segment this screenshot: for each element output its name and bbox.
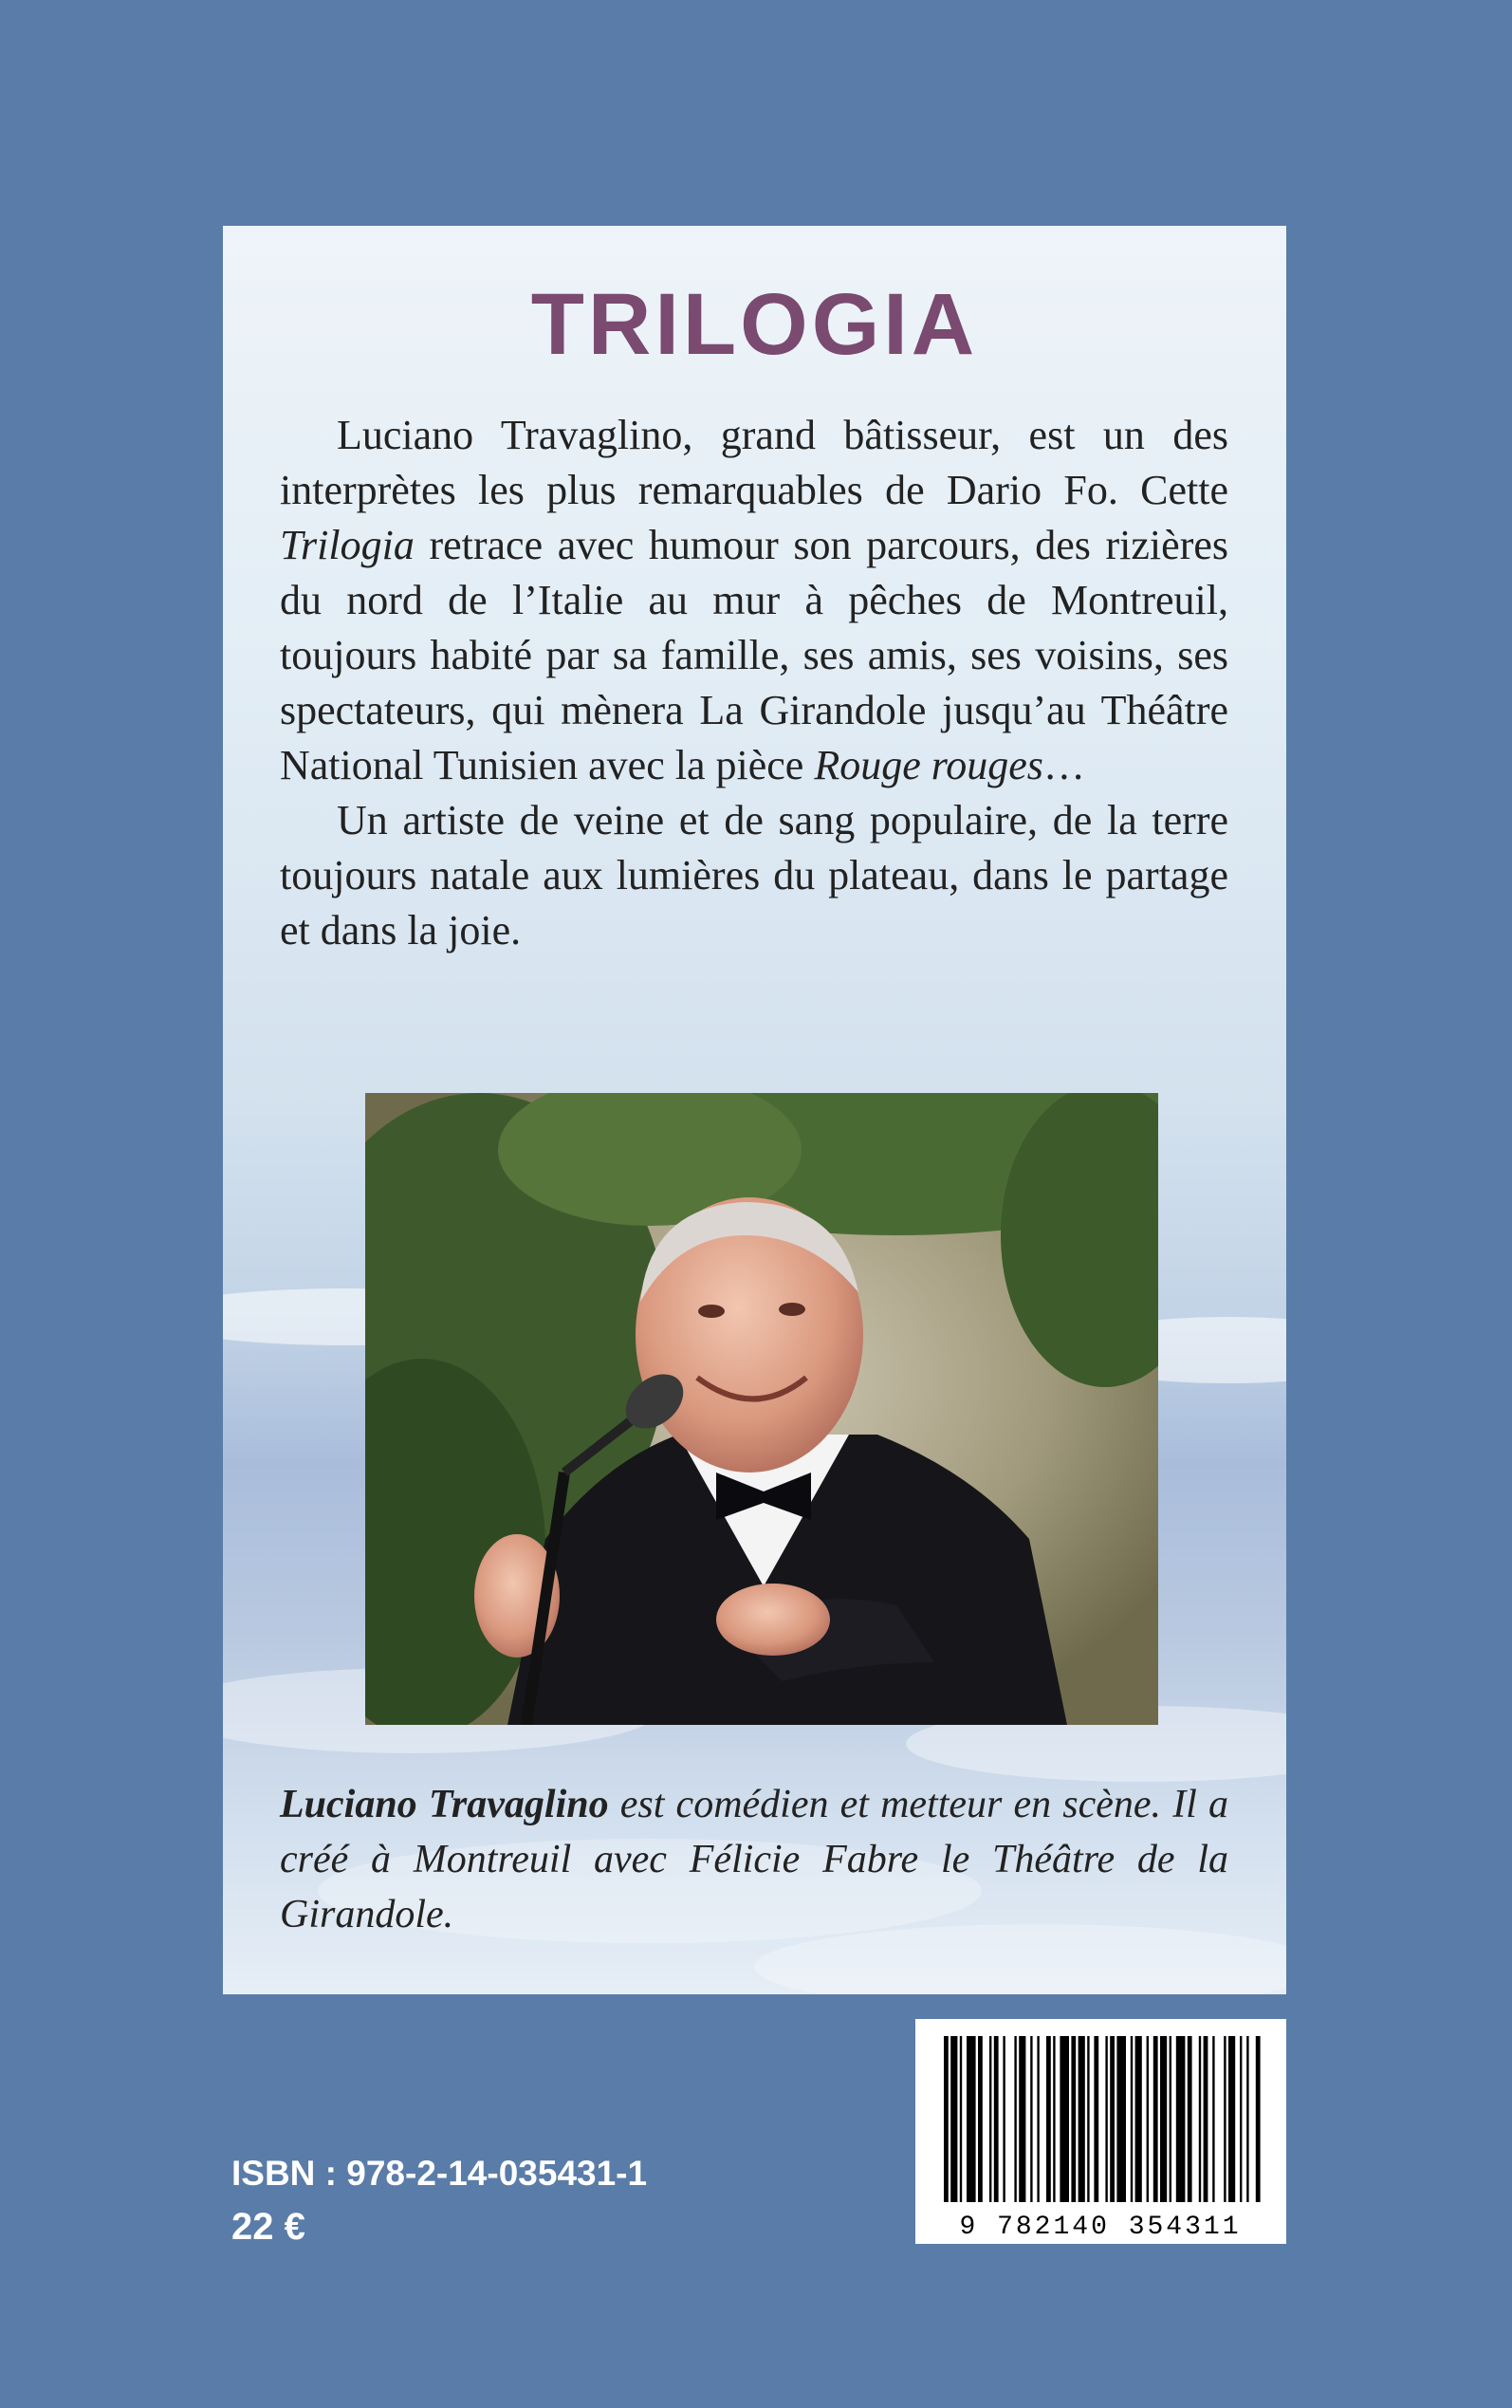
back-cover-panel: [223, 226, 1286, 1994]
author-bio: est comédien et metteur en scène. Il a créé à Montreuil avec Félicie Fabre le Théâtre de la Girandole.: [280, 1783, 1228, 1936]
blurb-paragraph-2: Un artiste de veine et de sang populaire, de la terre toujours natale aux lumières du plateau, dans le partage et dans la joie.: [280, 797, 1228, 954]
author-photo: [365, 1093, 1158, 1725]
barcode-bar: [1204, 2036, 1208, 2202]
barcode-bar: [1212, 2036, 1214, 2202]
author-caption: [280, 1777, 1228, 1942]
barcode-bar: [1014, 2036, 1016, 2202]
barcode-bar: [1071, 2036, 1076, 2202]
barcode-bar: [1160, 2036, 1167, 2202]
barcode-bar: [967, 2036, 976, 2202]
barcode-bar: [1110, 2036, 1115, 2202]
barcode: [915, 2019, 1286, 2244]
barcode-bar: [1037, 2036, 1039, 2202]
barcode-bar: [1240, 2036, 1242, 2202]
price: 22 €: [231, 2206, 305, 2248]
barcode-digits: 9 782140 354311: [959, 2213, 1242, 2242]
blurb-text: retrace avec humour son parcours, des rizières du nord de l’Italie au mur à pêches de Montreuil, toujours habité par sa famille, ses amis, ses voisins, ses spectateurs, qui mènera La Girandole jusqu’au Théâtre National Tunisien avec la pièce: [280, 522, 1228, 788]
barcode-bar: [1060, 2036, 1069, 2202]
barcode-graphic: [915, 2019, 1286, 2244]
blurb-text: Luciano Travaglino, grand bâtisseur, est un des interprètes les plus remarquables de Dario Fo. Cette: [280, 412, 1228, 513]
barcode-bar: [1199, 2036, 1201, 2202]
barcode-bar: [1256, 2036, 1261, 2202]
book-blurb: [280, 408, 1228, 958]
barcode-bar: [950, 2036, 957, 2202]
barcode-bar: [978, 2036, 983, 2202]
barcode-bar: [960, 2036, 962, 2202]
barcode-bar: [1116, 2036, 1126, 2202]
barcode-bar: [1228, 2036, 1235, 2202]
author-photo-illustration: [365, 1093, 1158, 1725]
barcode-bar: [944, 2036, 949, 2202]
barcode-bar: [1153, 2036, 1158, 2202]
barcode-bars: [944, 2036, 1261, 2202]
book-title: TRILOGIA: [530, 276, 979, 373]
blurb-text: …: [1042, 742, 1085, 788]
barcode-bar: [1019, 2036, 1025, 2202]
barcode-bar: [1087, 2036, 1089, 2202]
barcode-bar: [1135, 2036, 1142, 2202]
author-name: Luciano Travaglino: [280, 1783, 609, 1826]
barcode-bar: [1131, 2036, 1133, 2202]
barcode-bar: [1046, 2036, 1051, 2202]
barcode-bar: [1224, 2036, 1226, 2202]
barcode-bar: [1170, 2036, 1171, 2202]
barcode-bar: [994, 2036, 999, 2202]
blurb-italic-play: Rouge rouges: [814, 742, 1043, 788]
isbn-number: ISBN : 978-2-14-035431-1: [231, 2154, 648, 2193]
barcode-bar: [1053, 2036, 1055, 2202]
barcode-bar: [1030, 2036, 1032, 2202]
barcode-bar: [1147, 2036, 1149, 2202]
barcode-bar: [1003, 2036, 1005, 2202]
blurb-paragraph-1: [280, 408, 1228, 793]
barcode-bar: [989, 2036, 991, 2202]
barcode-bar: [1105, 2036, 1107, 2202]
barcode-bar: [1188, 2036, 1192, 2202]
barcode-bar: [1246, 2036, 1248, 2202]
barcode-bar: [1094, 2036, 1098, 2202]
barcode-bar: [1176, 2036, 1186, 2202]
blurb-italic-title: Trilogia: [280, 522, 415, 568]
barcode-bar: [1079, 2036, 1085, 2202]
